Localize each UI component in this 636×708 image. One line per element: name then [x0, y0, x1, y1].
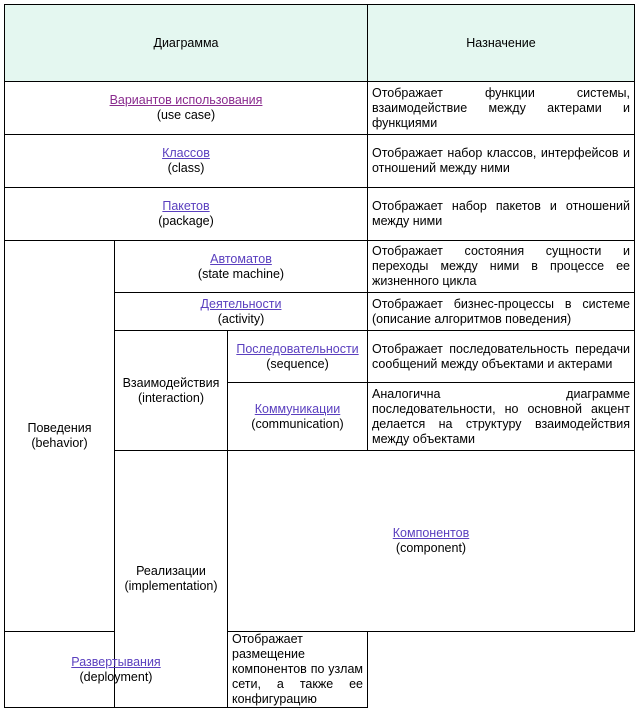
group-behavior-en: (behavior): [31, 436, 88, 450]
group-behavior-name: Поведения: [27, 421, 92, 435]
link-state-machine[interactable]: Автоматов: [210, 251, 272, 266]
diagram-cell-package: [5, 188, 368, 241]
link-sequence[interactable]: Последовательности: [236, 341, 359, 356]
table-row: [5, 632, 635, 708]
diagram-cell-communication: [228, 383, 368, 451]
header-row: [5, 5, 635, 82]
desc-class: Отображает набор классов, интерфейсов и отношений между ними: [368, 135, 635, 188]
group-implementation-name: Реализации: [136, 564, 206, 578]
group-implementation-en: (implementation): [124, 579, 218, 593]
header-diagram: Диаграмма: [5, 5, 368, 82]
diagram-cell-component: [228, 451, 635, 632]
diagram-en-activity: (activity): [217, 311, 265, 326]
table-row: [5, 82, 635, 135]
link-component[interactable]: Компонентов: [392, 526, 470, 540]
diagram-cell-use-case: [5, 82, 368, 135]
desc-package: Отображает набор пакетов и отношений между ними: [368, 188, 635, 241]
diagram-en-package: (package): [158, 214, 214, 228]
diagram-en-component: (component): [395, 541, 467, 555]
desc-activity: Отображает бизнес-процессы в системе (описание алгоритмов поведения): [368, 293, 635, 331]
link-class[interactable]: Классов: [162, 146, 210, 160]
group-interaction-name: Взаимодействия: [122, 375, 220, 390]
diagram-en-class: (class): [167, 161, 205, 175]
desc-deployment: Отображает размещение компонентов по узлам сети, а также ее конфигурацию: [228, 632, 368, 708]
diagram-cell-sequence: [228, 331, 368, 383]
group-interaction: [115, 331, 228, 451]
diagram-en-use-case: (use case): [156, 108, 216, 122]
desc-communication: Аналогична диаграмме последовательности, но основной акцент делается на структуру взаимодействия между объектами: [368, 383, 635, 451]
link-communication[interactable]: Коммуникации: [254, 401, 341, 416]
diagram-cell-deployment: [5, 632, 228, 708]
diagram-en-sequence: (sequence): [266, 356, 329, 371]
diagram-en-communication: (communication): [251, 416, 344, 431]
diagram-en-state-machine: (state machine): [197, 266, 285, 281]
diagram-en-deployment: (deployment): [79, 669, 153, 684]
diagram-cell-class: [5, 135, 368, 188]
link-deployment[interactable]: Развертывания: [71, 654, 161, 669]
group-behavior: [5, 241, 115, 632]
link-activity[interactable]: Деятельности: [200, 296, 282, 311]
table-row: [5, 188, 635, 241]
link-use-case[interactable]: Вариантов использования: [109, 93, 263, 107]
desc-sequence: Отображает последовательность передачи сообщений между объектами и актерами: [368, 331, 635, 383]
header-purpose: Назначение: [368, 5, 635, 82]
desc-use-case: Отображает функции системы, взаимодействие между актерами и функциями: [368, 82, 635, 135]
group-interaction-en: (interaction): [138, 390, 204, 405]
uml-diagrams-table: [4, 4, 635, 708]
link-package[interactable]: Пакетов: [162, 199, 210, 213]
table-row: [5, 241, 635, 293]
desc-state-machine: Отображает состояния сущности и переходы между ними в процессе ее жизненного цикла: [368, 241, 635, 293]
table-row: [5, 135, 635, 188]
diagram-cell-state-machine: [115, 241, 368, 293]
diagram-cell-activity: [115, 293, 368, 331]
